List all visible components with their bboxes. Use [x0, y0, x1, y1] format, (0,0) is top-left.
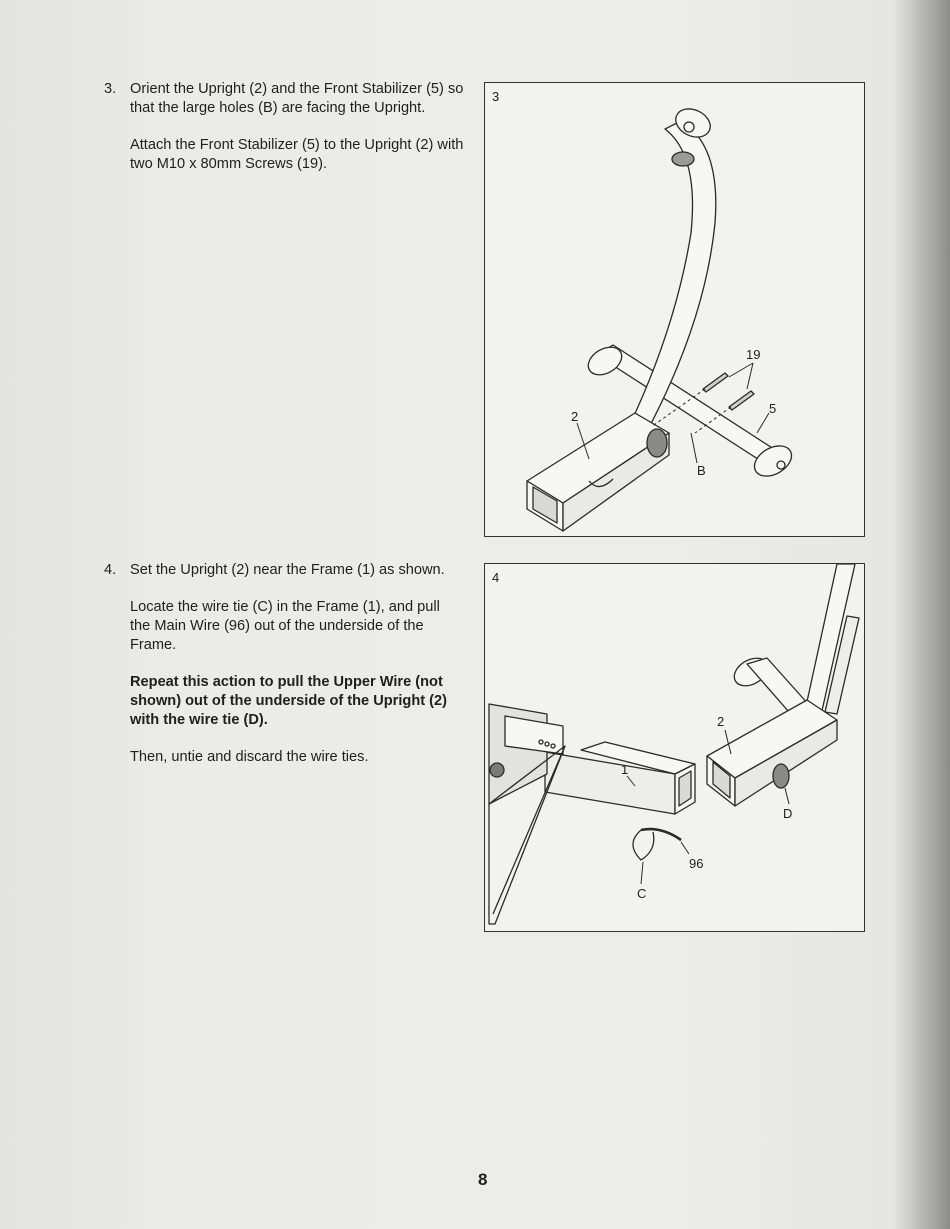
label-wire-tie-c: C — [637, 886, 647, 901]
step-number: 4. — [104, 562, 117, 578]
page-number: 8 — [478, 1170, 488, 1189]
upright-knob — [672, 152, 694, 166]
figure-number: 3 — [492, 89, 500, 104]
step-4-paragraph-1: Set the Upright (2) near the Frame (1) as shown. — [130, 562, 445, 578]
label-holes: B — [697, 463, 706, 478]
figure-number: 4 — [492, 570, 500, 585]
step-3-instructions — [104, 80, 464, 192]
label-upright: 2 — [717, 714, 725, 729]
screw-drawing — [729, 391, 754, 410]
figure-3-illustration — [485, 83, 864, 536]
wire-tie-c-drawing — [633, 830, 654, 860]
label-frame: 1 — [621, 762, 629, 777]
step-3-paragraph-2: Attach the Front Stabilizer (5) to the Upright (2) with two M10 x 80mm Screws (19). — [130, 137, 464, 172]
main-wire-drawing — [641, 829, 681, 840]
step-3-paragraph-1: Orient the Upright (2) and the Front Stabilizer (5) so that the large holes (B) are facing the Upright. — [130, 81, 464, 116]
label-upright: 2 — [571, 409, 579, 424]
label-wire-tie-d: D — [783, 806, 793, 821]
step-4-paragraph-2: Locate the wire tie (C) in the Frame (1), and pull the Main Wire (96) out of the underside of the Frame. — [130, 599, 440, 653]
figure-4 — [484, 563, 865, 932]
label-stabilizer: 5 — [769, 401, 777, 416]
stabilizer-end-cap — [583, 342, 626, 381]
label-main-wire: 96 — [689, 856, 704, 871]
figure-3 — [484, 82, 865, 537]
screw-drawing — [703, 373, 728, 392]
step-4-instructions — [104, 561, 464, 785]
step-number: 3. — [104, 81, 117, 97]
label-screws: 19 — [746, 347, 761, 362]
step-4-bold-note: Repeat this action to pull the Upper Wire (not shown) out of the underside of the Upright (2) with the wire tie (D). — [130, 674, 447, 728]
step-4-paragraph-final: Then, untie and discard the wire ties. — [130, 749, 369, 765]
figure-4-illustration — [485, 564, 864, 931]
